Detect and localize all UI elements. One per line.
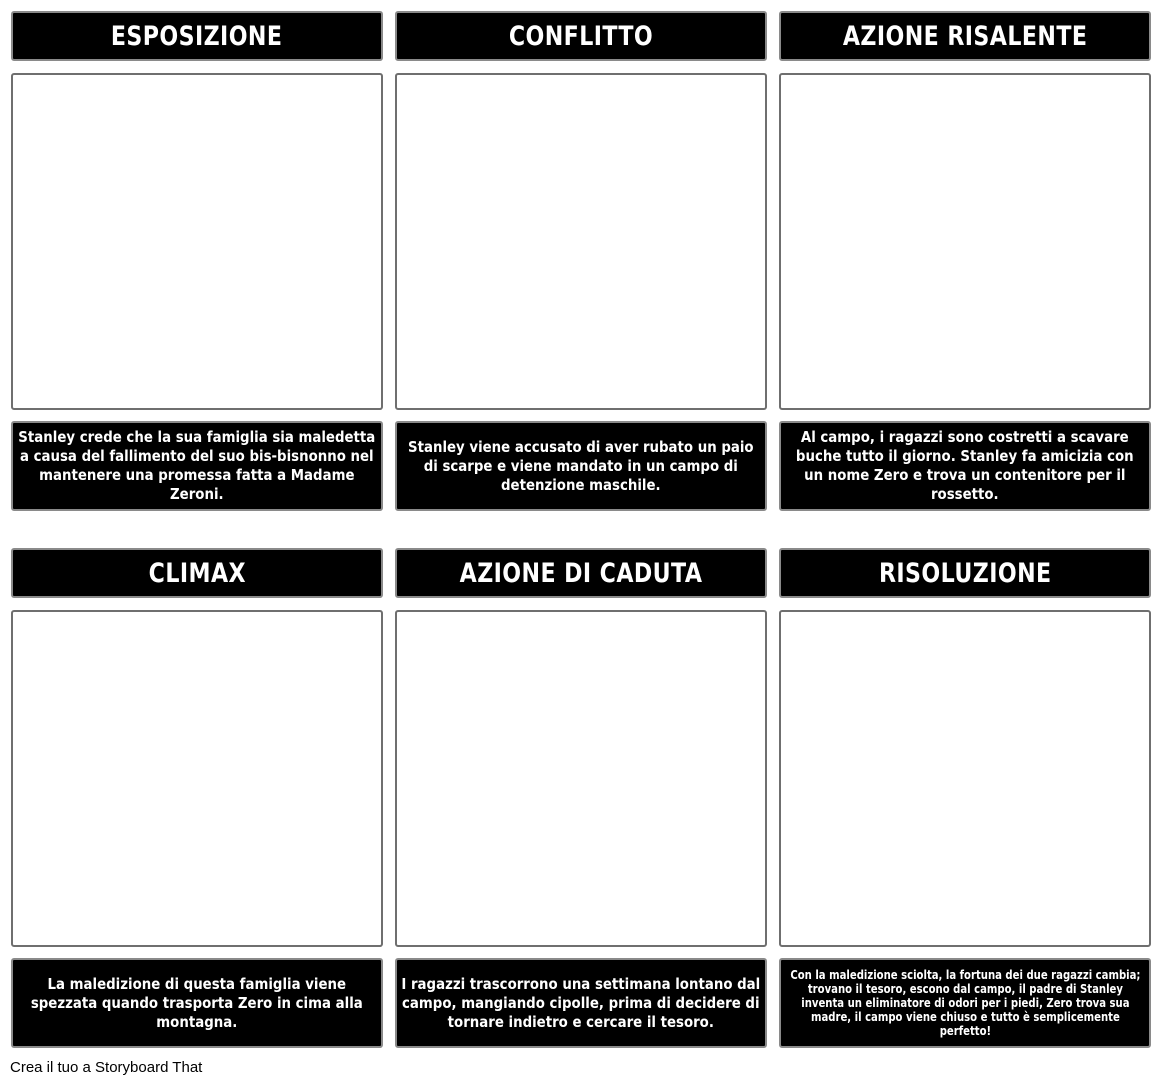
panel-title: AZIONE DI CADUTA [395,548,767,598]
panel-image-frame[interactable] [395,73,767,410]
panel-description: Al campo, i ragazzi sono costretti a scavare buche tutto il giorno. Stanley fa amicizia con un nome Zero e trova un contenitore per il rossetto. [779,421,1151,511]
panel-risoluzione [779,548,1151,598]
panel-image-frame[interactable] [11,73,383,410]
panel-title: RISOLUZIONE [779,548,1151,598]
panel-description: La maledizione di questa famiglia viene spezzata quando trasporta Zero in cima alla montagna. [11,958,383,1048]
panel-title: AZIONE RISALENTE [779,11,1151,61]
panel-image-frame[interactable] [779,73,1151,410]
panel-image-frame[interactable] [779,610,1151,947]
panel-azione-di-caduta [395,548,767,598]
panel-image-frame[interactable] [11,610,383,947]
panel-esposizione [11,11,383,61]
panel-conflitto [395,11,767,61]
panel-description: Con la maledizione sciolta, la fortuna dei due ragazzi cambia; trovano il tesoro, escono dal campo, il padre di Stanley inventa un eliminatore di odori per i piedi, Zero trova sua madre, il campo viene chiuso e tutto è semplicemente perfetto! [779,958,1151,1048]
panel-description: I ragazzi trascorrono una settimana lontano dal campo, mangiando cipolle, prima di decidere di tornare indietro e cercare il tesoro. [395,958,767,1048]
storyboard-credit[interactable]: Crea il tuo a Storyboard That [10,1059,203,1076]
panel-azione-risalente [779,11,1151,61]
panel-description: Stanley crede che la sua famiglia sia maledetta a causa del fallimento del suo bis-bisnonno nel mantenere una promessa fatta a Madame Zeroni. [11,421,383,511]
panel-climax [11,548,383,598]
panel-title: ESPOSIZIONE [11,11,383,61]
panel-description: Stanley viene accusato di aver rubato un paio di scarpe e viene mandato in un campo di detenzione maschile. [395,421,767,511]
panel-title: CLIMAX [11,548,383,598]
panel-image-frame[interactable] [395,610,767,947]
panel-title: CONFLITTO [395,11,767,61]
